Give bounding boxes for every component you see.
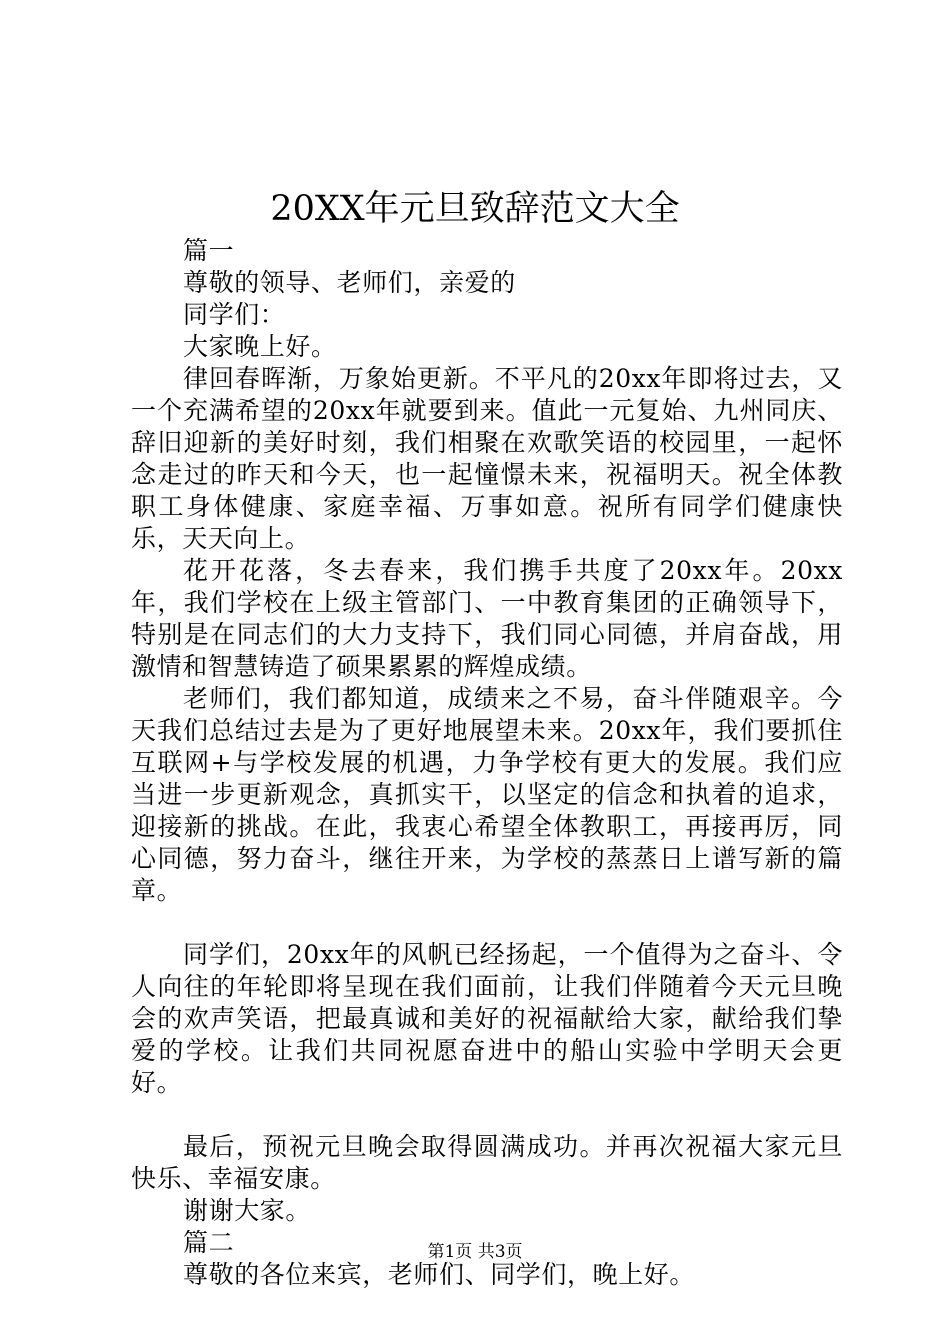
paragraph: 律回春晖渐，万象始更新。不平凡的20xx年即将过去，又一个充满希望的20xx年就要到来。值此一元复始、九州同庆、辞旧迎新的美好时刻，我们相聚在欢歌笑语的校园里，一起怀念走过的昨天和今天，也一起憧憬未来，祝福明天。祝全体教职工身体健康、家庭幸福、万事如意。祝所有同学们健康快乐，天天向上。 xyxy=(131,364,843,553)
document-title: 20XX年元旦致辞范文大全 xyxy=(270,189,680,229)
paragraph: 最后，预祝元旦晚会取得圆满成功。并再次祝福大家元旦快乐、幸福安康。 xyxy=(131,1132,843,1193)
closing-thanks: 谢谢大家。 xyxy=(183,1196,312,1225)
paragraph-spacer xyxy=(131,907,843,939)
paragraph: 老师们，我们都知道，成绩来之不易，奋斗伴随艰辛。今天我们总结过去是为了更好地展望未来。20xx年，我们要抓住互联网+与学校发展的机遇，力争学校有更大的发展。我们应当进一步更新观念，真抓实干，以坚定的信念和执着的追求，迎接新的挑战。在此，我衷心希望全体教职工，再接再厉，同心同德，努力奋斗，继往开来，为学校的蒸蒸日上谱写新的篇章。 xyxy=(131,684,843,905)
section-heading-1: 篇一 xyxy=(183,236,235,265)
salutation-line-1: 尊敬的领导、老师们，亲爱的 xyxy=(183,268,516,297)
document-body xyxy=(131,235,843,1291)
salutation-line-2: 同学们： xyxy=(183,300,286,329)
page-footer: 第1页 共3页 xyxy=(427,1242,523,1262)
section-heading-2: 篇二 xyxy=(183,1228,235,1257)
greeting: 大家晚上好。 xyxy=(183,332,337,361)
paragraph: 同学们，20xx年的风帆已经扬起，一个值得为之奋斗、令人向往的年轮即将呈现在我们面前，让我们伴随着今天元旦晚会的欢声笑语，把最真诚和美好的祝福献给大家，献给我们挚爱的学校。让我们共同祝愿奋进中的船山实验中学明天会更好。 xyxy=(131,940,843,1097)
salutation-line: 尊敬的各位来宾，老师们、同学们，晚上好。 xyxy=(183,1260,696,1289)
paragraph-spacer xyxy=(131,1099,843,1131)
paragraph: 花开花落，冬去春来，我们携手共度了20xx年。20xx年，我们学校在上级主管部门、一中教育集团的正确领导下，特别是在同志们的大力支持下，我们同心同德，并肩奋战，用激情和智慧铸造了硕果累累的辉煌成绩。 xyxy=(131,556,843,681)
